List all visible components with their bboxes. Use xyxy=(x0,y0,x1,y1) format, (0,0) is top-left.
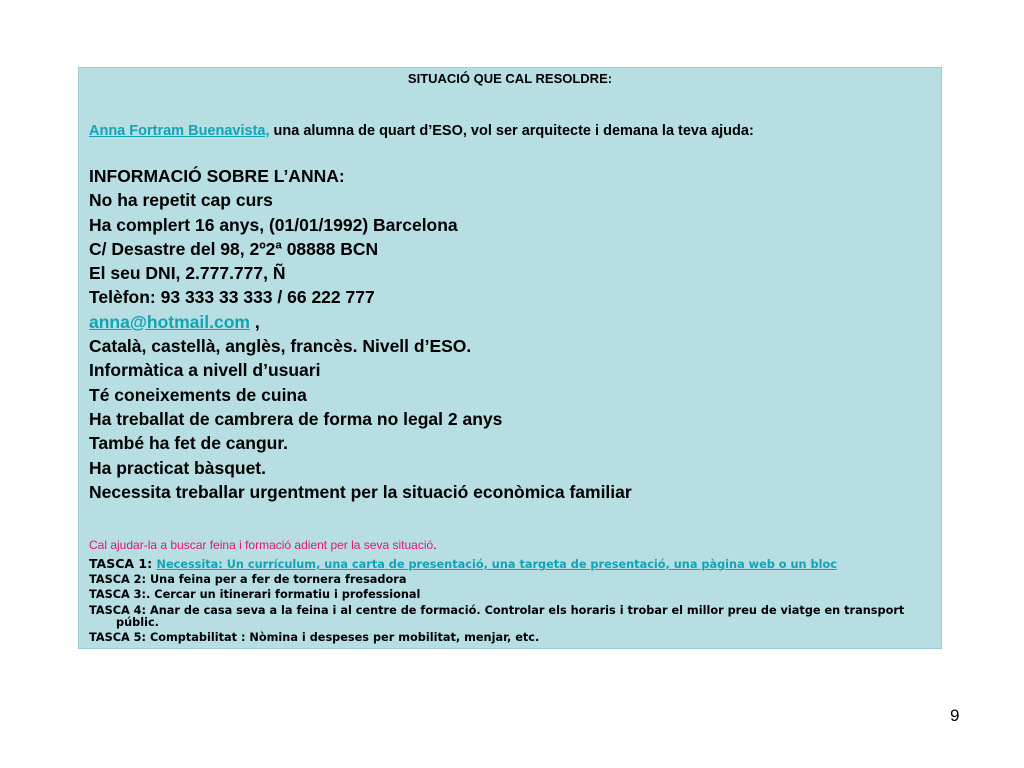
email-line xyxy=(89,310,632,334)
info-line: Ha practicat bàsquet. xyxy=(89,457,266,478)
email-link[interactable]: anna@hotmail.com xyxy=(89,311,250,332)
task-1 xyxy=(89,556,935,572)
student-name-link[interactable]: Anna Fortram Buenavista, xyxy=(89,123,270,139)
page-number: 9 xyxy=(950,706,960,725)
task-4: TASCA 4: Anar de casa seva a la feina i al centre de formació. Controlar els horaris i trobar el millor preu de viatge en transport públic. xyxy=(89,604,905,629)
info-line: Ha treballat de cambrera de forma no legal 2 anys xyxy=(89,408,503,429)
slide-title: SITUACIÓ QUE CAL RESOLDRE: xyxy=(407,71,613,86)
email-suffix: , xyxy=(249,311,260,332)
info-line: Necessita treballar urgentment per la situació econòmica familiar xyxy=(89,481,632,502)
task-3: TASCA 3:. Cercar un itinerari formatiu i professional xyxy=(89,588,421,601)
info-line: Informàtica a nivell d’usuari xyxy=(89,360,321,381)
intro-line xyxy=(89,123,754,139)
intro-text: una alumna de quart d’ESO, vol ser arquitecte i demana la teva ajuda: xyxy=(269,123,754,139)
info-line: Té coneixements de cuina xyxy=(89,384,307,405)
info-line: També ha fet de cangur. xyxy=(89,433,289,454)
info-line: Català, castellà, anglès, francès. Nivell d’ESO. xyxy=(89,336,472,357)
info-block xyxy=(89,164,632,504)
task-2: TASCA 2: Una feina per a fer de tornera fresadora xyxy=(89,573,407,586)
task-5: TASCA 5: Comptabilitat : Nòmina i despeses per mobilitat, menjar, etc. xyxy=(89,631,540,644)
help-line xyxy=(89,538,437,552)
task-1-link[interactable]: Necessita: Un currículum, una carta de presentació, una targeta de presentació, una pàgina web o un bloc xyxy=(156,558,837,571)
situation-box xyxy=(78,67,942,649)
info-heading: INFORMACIÓ SOBRE L’ANNA: xyxy=(89,166,345,186)
info-line: Telèfon: 93 333 33 333 / 66 222 777 xyxy=(89,287,375,308)
info-line: No ha repetit cap curs xyxy=(89,190,273,211)
help-period: . xyxy=(433,538,437,552)
info-line: C/ Desastre del 98, 2º2ª 08888 BCN xyxy=(89,238,379,259)
info-line: Ha complert 16 anys, (01/01/1992) Barcelona xyxy=(89,214,458,235)
task-list xyxy=(89,556,935,645)
info-line: El seu DNI, 2.777.777, Ñ xyxy=(89,263,286,284)
task-1-label: TASCA 1: xyxy=(89,556,157,571)
help-text: Cal ajudar-la a buscar feina i formació adient per la seva situació xyxy=(89,538,434,552)
